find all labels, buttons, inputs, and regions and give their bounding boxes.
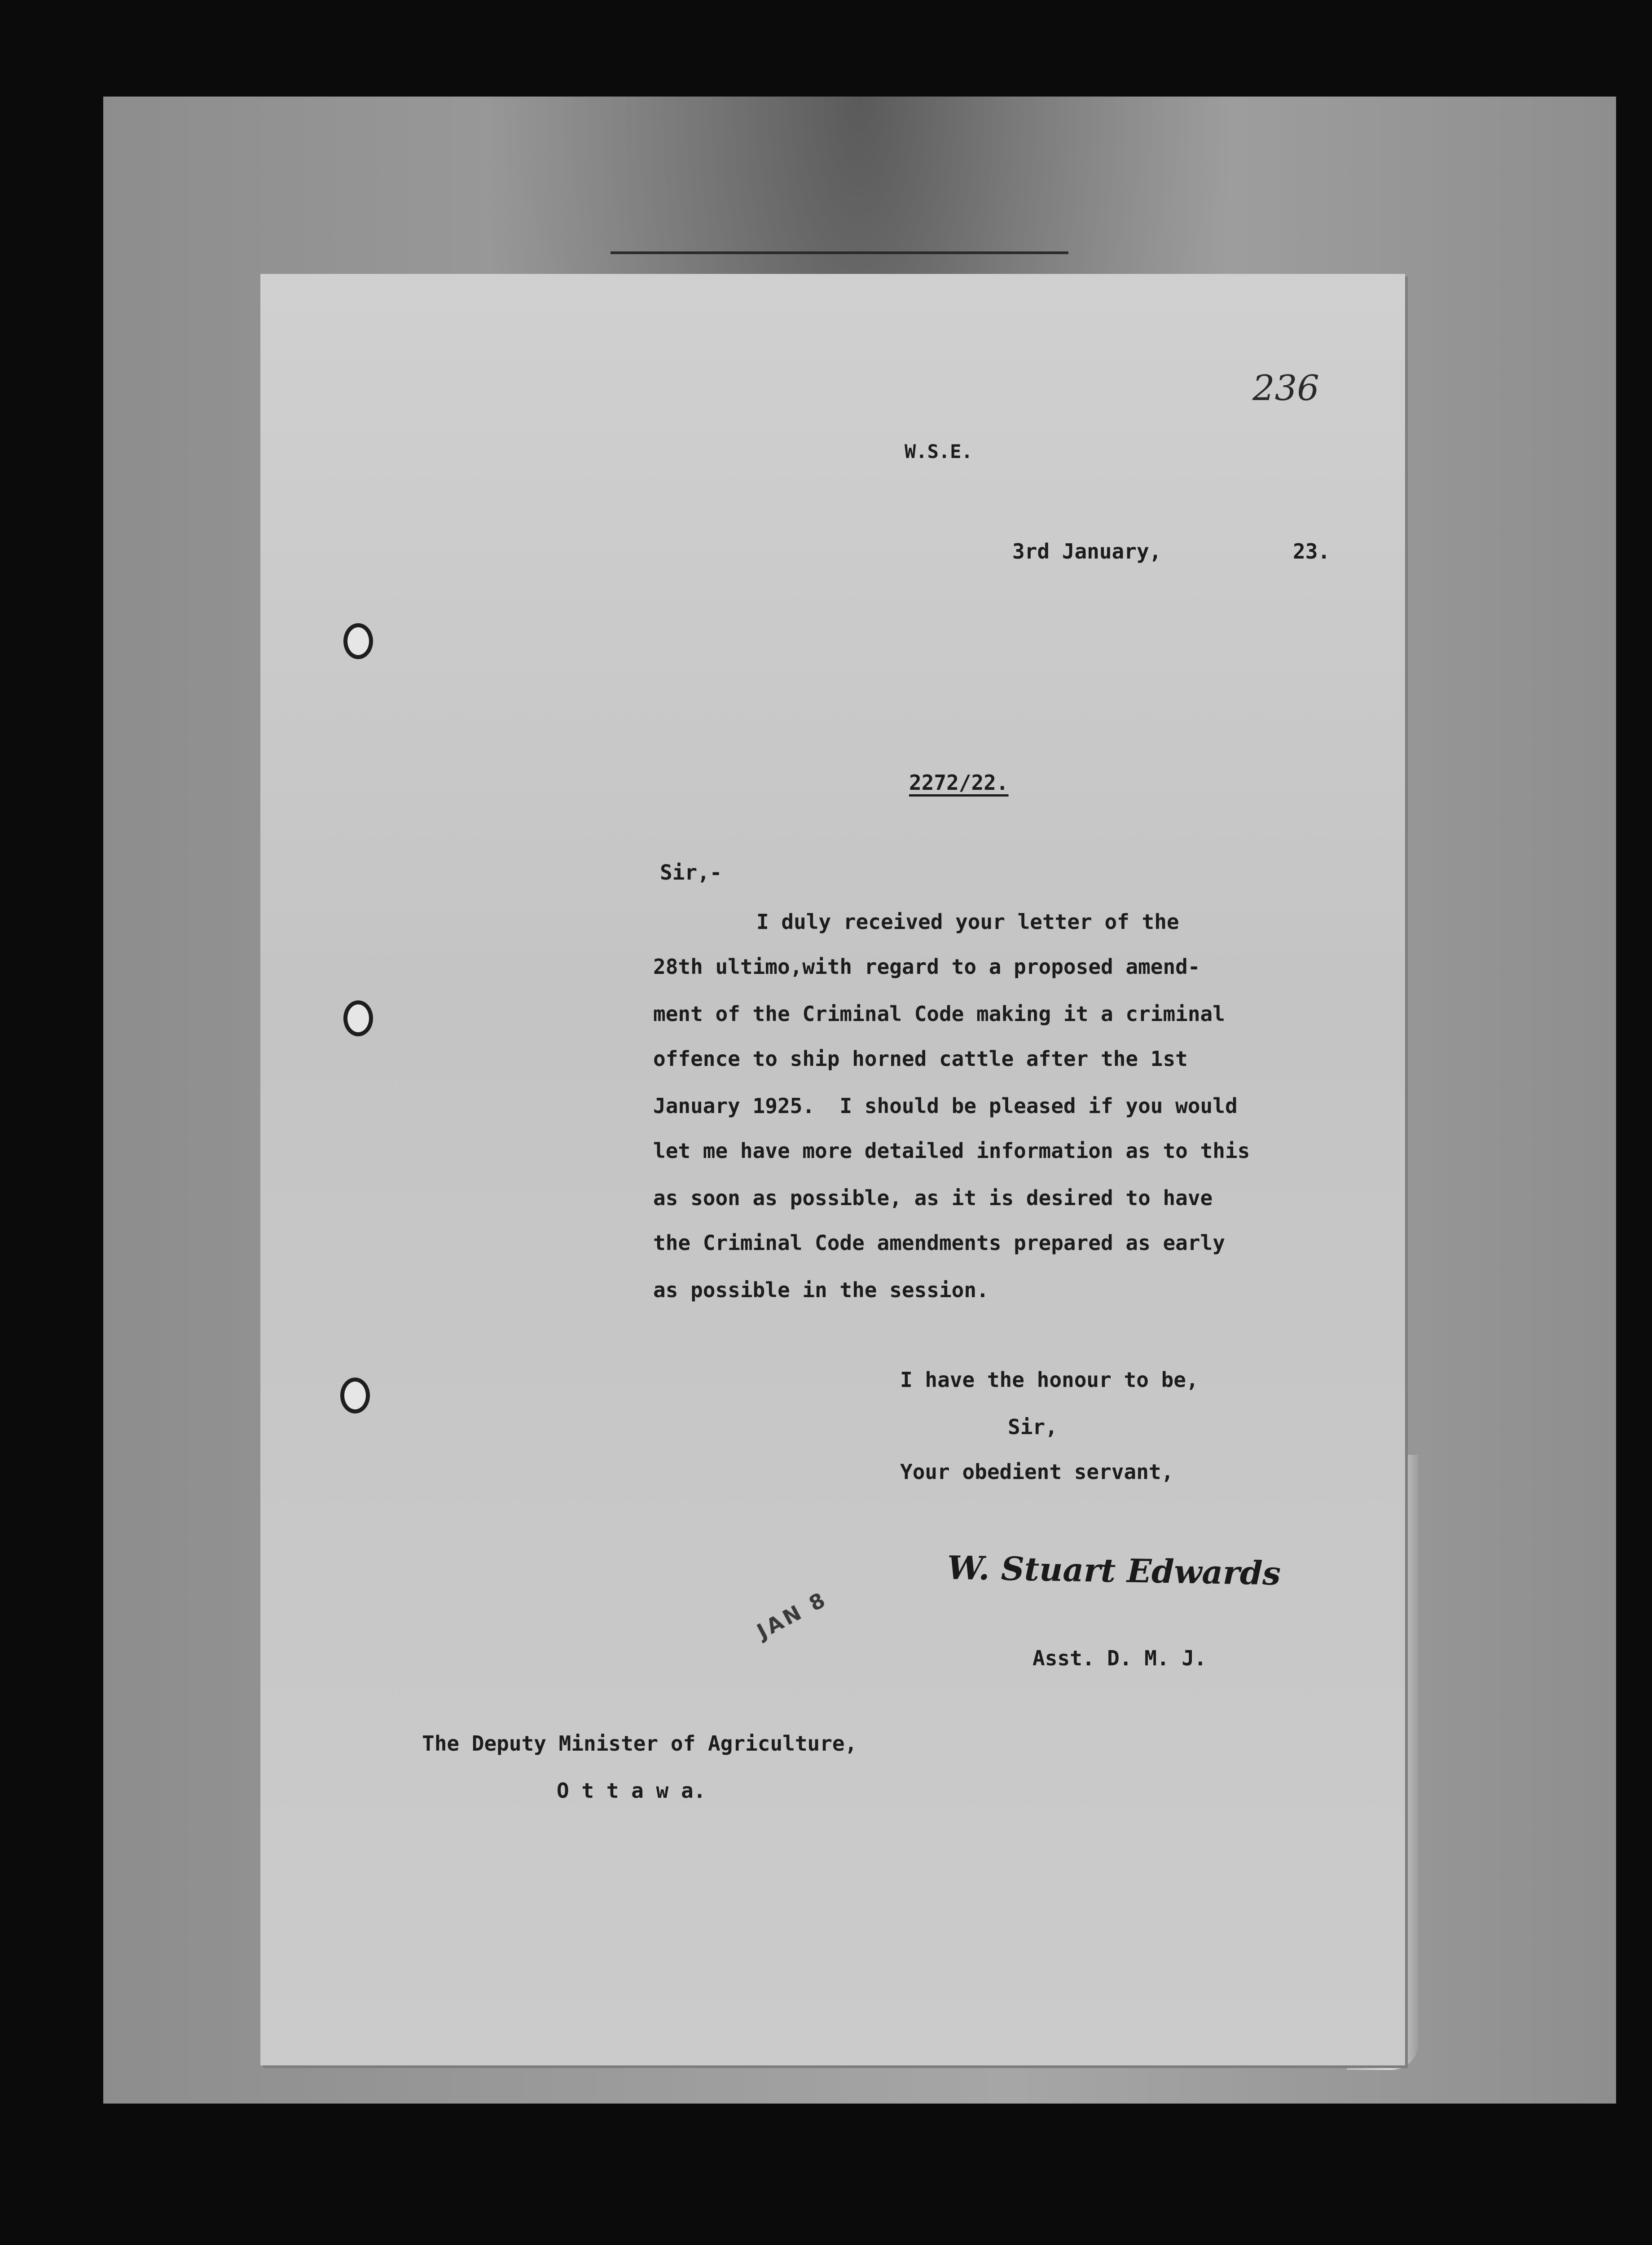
signatory-title: Asst. D. M. J.	[1032, 1646, 1207, 1670]
initials: W.S.E.	[905, 440, 973, 462]
body-line-8: the Criminal Code amendments prepared as early	[653, 1231, 1225, 1255]
punch-hole-top	[343, 623, 373, 659]
closing-line-1: I have the honour to be,	[900, 1368, 1199, 1392]
letter-year: 23.	[1293, 539, 1331, 563]
body-line-7: as soon as possible, as it is desired to have	[653, 1186, 1213, 1210]
file-reference: 2272/22.	[909, 770, 1009, 795]
body-line-5: January 1925. I should be pleased if you would	[653, 1094, 1238, 1118]
body-line-4: offence to ship horned cattle after the 1st	[653, 1047, 1188, 1071]
date-stamp: JAN 8	[753, 1586, 832, 1644]
folio-number: 236	[1252, 368, 1319, 409]
closing-line-2: Sir,	[1008, 1415, 1058, 1439]
letter-sheet	[260, 274, 1405, 2065]
signature: W. Stuart Edwards	[947, 1548, 1281, 1593]
punch-hole-bottom	[340, 1378, 370, 1413]
body-line-6: let me have more detailed information as to this	[653, 1139, 1250, 1163]
addressee-line-2: O t t a w a.	[557, 1778, 706, 1803]
closing-line-3: Your obedient servant,	[900, 1460, 1174, 1484]
salutation: Sir,-	[660, 860, 722, 885]
body-line-2: 28th ultimo,with regard to a proposed amend-	[653, 955, 1200, 979]
letter-date: 3rd January,	[1012, 539, 1162, 563]
body-line-3: ment of the Criminal Code making it a criminal	[653, 1002, 1225, 1026]
punch-hole-middle	[343, 1000, 373, 1036]
body-line-9: as possible in the session.	[653, 1278, 989, 1302]
body-line-1: I duly received your letter of the	[756, 910, 1179, 934]
addressee-line-1: The Deputy Minister of Agriculture,	[422, 1731, 857, 1756]
board-rule	[611, 251, 1068, 254]
